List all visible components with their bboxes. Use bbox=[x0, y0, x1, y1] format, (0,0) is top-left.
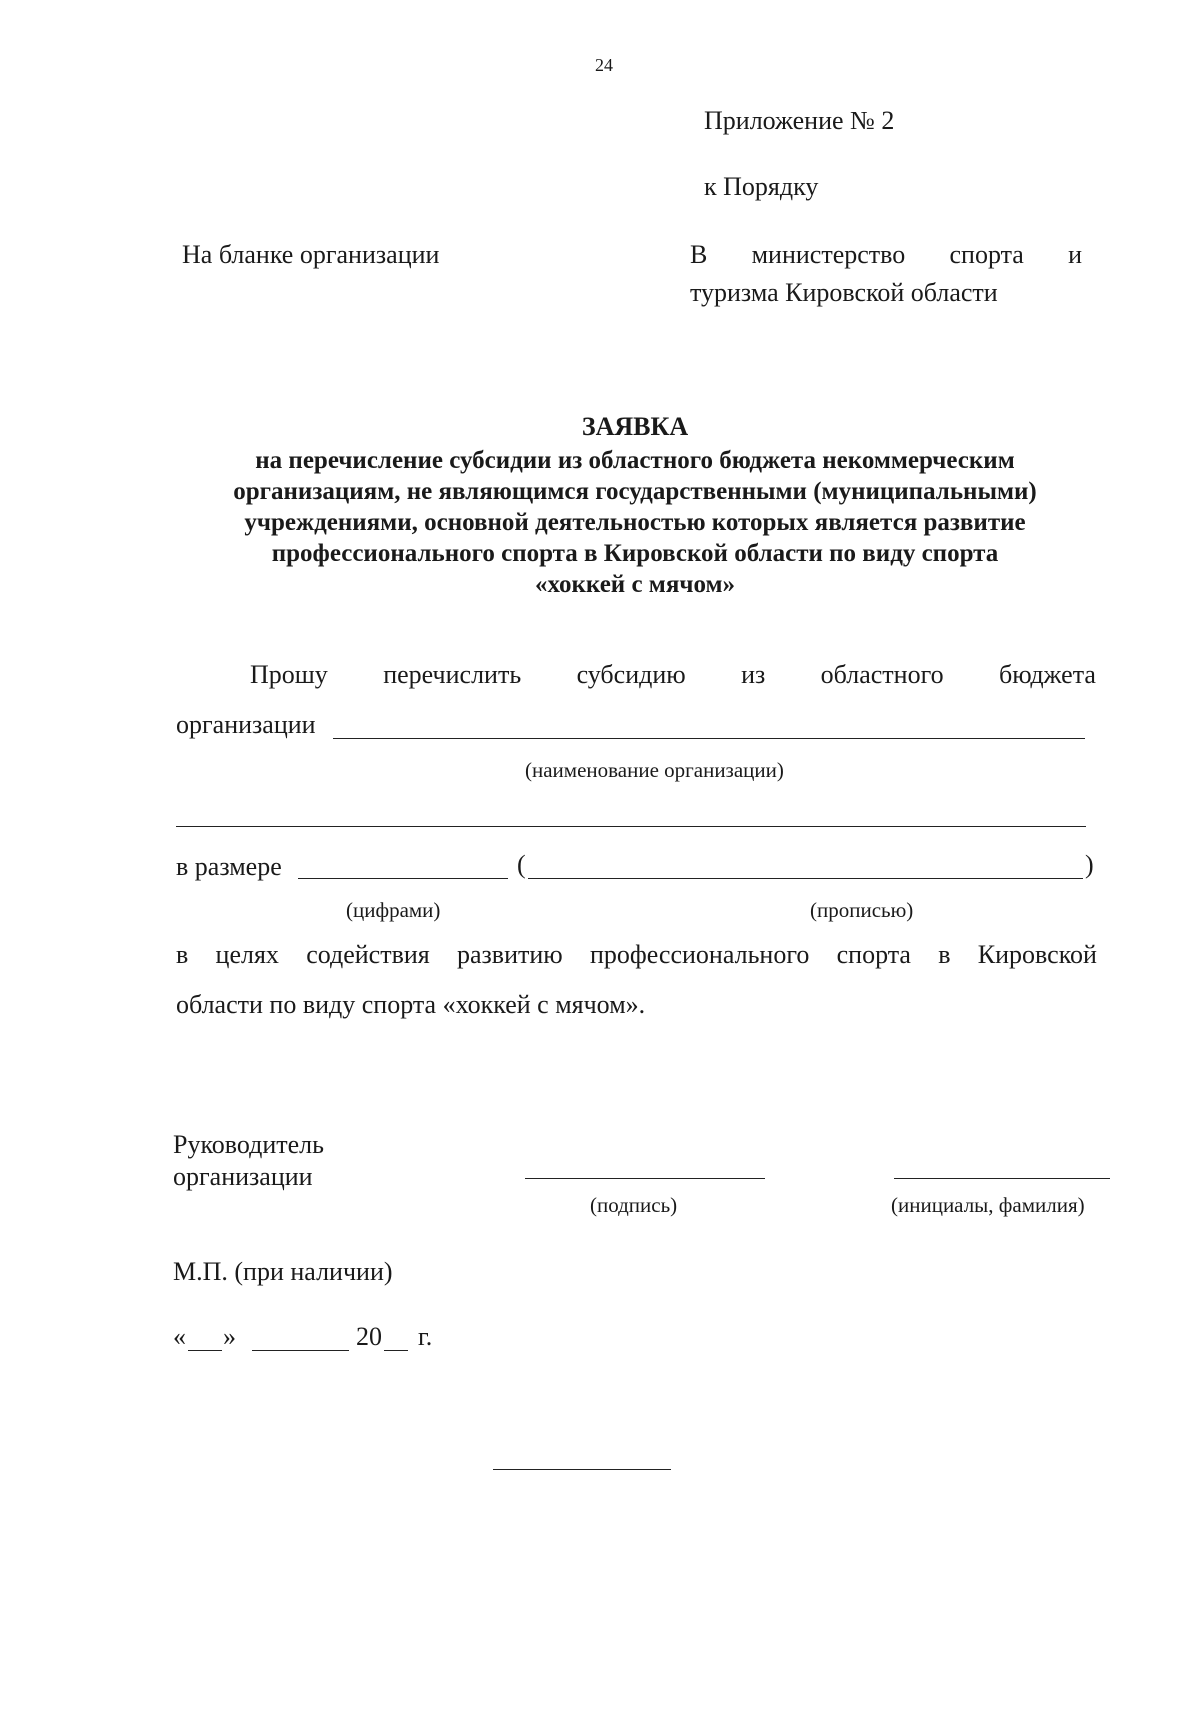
amount-words-field[interactable] bbox=[528, 878, 1083, 879]
request-word: бюджета bbox=[998, 660, 1096, 689]
purpose-word: спорта bbox=[836, 940, 911, 969]
name-caption: (инициалы, фамилия) bbox=[891, 1193, 1085, 1217]
signatory-role: Руководитель bbox=[173, 1130, 324, 1159]
amount-words-caption: (прописью) bbox=[810, 898, 914, 922]
title-line: «хоккей с мячом» bbox=[534, 571, 736, 598]
amount-digits-field[interactable] bbox=[298, 878, 508, 879]
addressee-word: министерство bbox=[751, 240, 906, 269]
document-title bbox=[160, 411, 1110, 600]
date-month-field[interactable] bbox=[252, 1350, 349, 1351]
title-line: профессионального спорта в Кировской области по виду спорта bbox=[271, 540, 999, 567]
date-open-quote: « bbox=[173, 1322, 186, 1351]
signature-field[interactable] bbox=[525, 1178, 765, 1179]
purpose-word: развитию bbox=[457, 940, 563, 969]
organization-name-field-continued[interactable] bbox=[176, 826, 1086, 827]
title-heading: ЗАЯВКА bbox=[581, 412, 689, 441]
open-parenthesis: ( bbox=[517, 850, 526, 879]
purpose-word: профессионального bbox=[589, 940, 810, 969]
signatory-organization: организации bbox=[173, 1162, 313, 1191]
appendix-reference: к Порядку bbox=[704, 172, 819, 201]
purpose-line-2: области по виду спорта «хоккей с мячом». bbox=[176, 990, 646, 1019]
addressee-line-2: туризма Кировской области bbox=[690, 278, 998, 307]
letterhead-note: На бланке организации bbox=[182, 240, 440, 269]
addressee-word: спорта bbox=[949, 240, 1024, 269]
request-word: областного bbox=[820, 660, 944, 689]
addressee-line-1 bbox=[690, 240, 1082, 270]
organization-name-caption: (наименование организации) bbox=[525, 758, 784, 782]
date-close-quote: » bbox=[223, 1322, 236, 1351]
title-line: организациям, не являющимся государственными (муниципальными) bbox=[233, 478, 1037, 505]
organization-label: организации bbox=[176, 710, 316, 739]
request-word: из bbox=[741, 660, 766, 689]
title-line: учреждениями, основной деятельностью которых является развитие bbox=[244, 509, 1026, 536]
purpose-word: целях bbox=[215, 940, 279, 969]
title-line: на перечисление субсидии из областного бюджета некоммерческим bbox=[255, 447, 1015, 474]
organization-name-field[interactable] bbox=[333, 738, 1085, 739]
request-word: Прошу bbox=[250, 660, 328, 689]
amount-digits-caption: (цифрами) bbox=[346, 898, 441, 922]
addressee-word: В bbox=[690, 240, 708, 269]
purpose-word: в bbox=[176, 940, 189, 969]
purpose-word: в bbox=[938, 940, 951, 969]
purpose-word: Кировской bbox=[977, 940, 1097, 969]
date-year-prefix: 20 bbox=[356, 1322, 382, 1351]
purpose-word: содействия bbox=[306, 940, 430, 969]
page-number: 24 bbox=[595, 55, 613, 75]
name-field[interactable] bbox=[894, 1178, 1110, 1179]
amount-label: в размере bbox=[176, 852, 282, 881]
closing-separator bbox=[493, 1469, 671, 1470]
request-word: перечислить bbox=[383, 660, 522, 689]
date-year-field[interactable] bbox=[384, 1350, 408, 1351]
request-word: субсидию bbox=[576, 660, 686, 689]
purpose-line-1 bbox=[176, 940, 1097, 970]
close-parenthesis: ) bbox=[1085, 850, 1094, 879]
addressee-word: и bbox=[1068, 240, 1082, 269]
signature-caption: (подпись) bbox=[590, 1193, 678, 1217]
request-line bbox=[250, 660, 1096, 690]
stamp-note: М.П. (при наличии) bbox=[173, 1257, 393, 1286]
appendix-number: Приложение № 2 bbox=[704, 106, 895, 135]
date-year-suffix: г. bbox=[418, 1322, 433, 1351]
date-day-field[interactable] bbox=[188, 1350, 222, 1351]
